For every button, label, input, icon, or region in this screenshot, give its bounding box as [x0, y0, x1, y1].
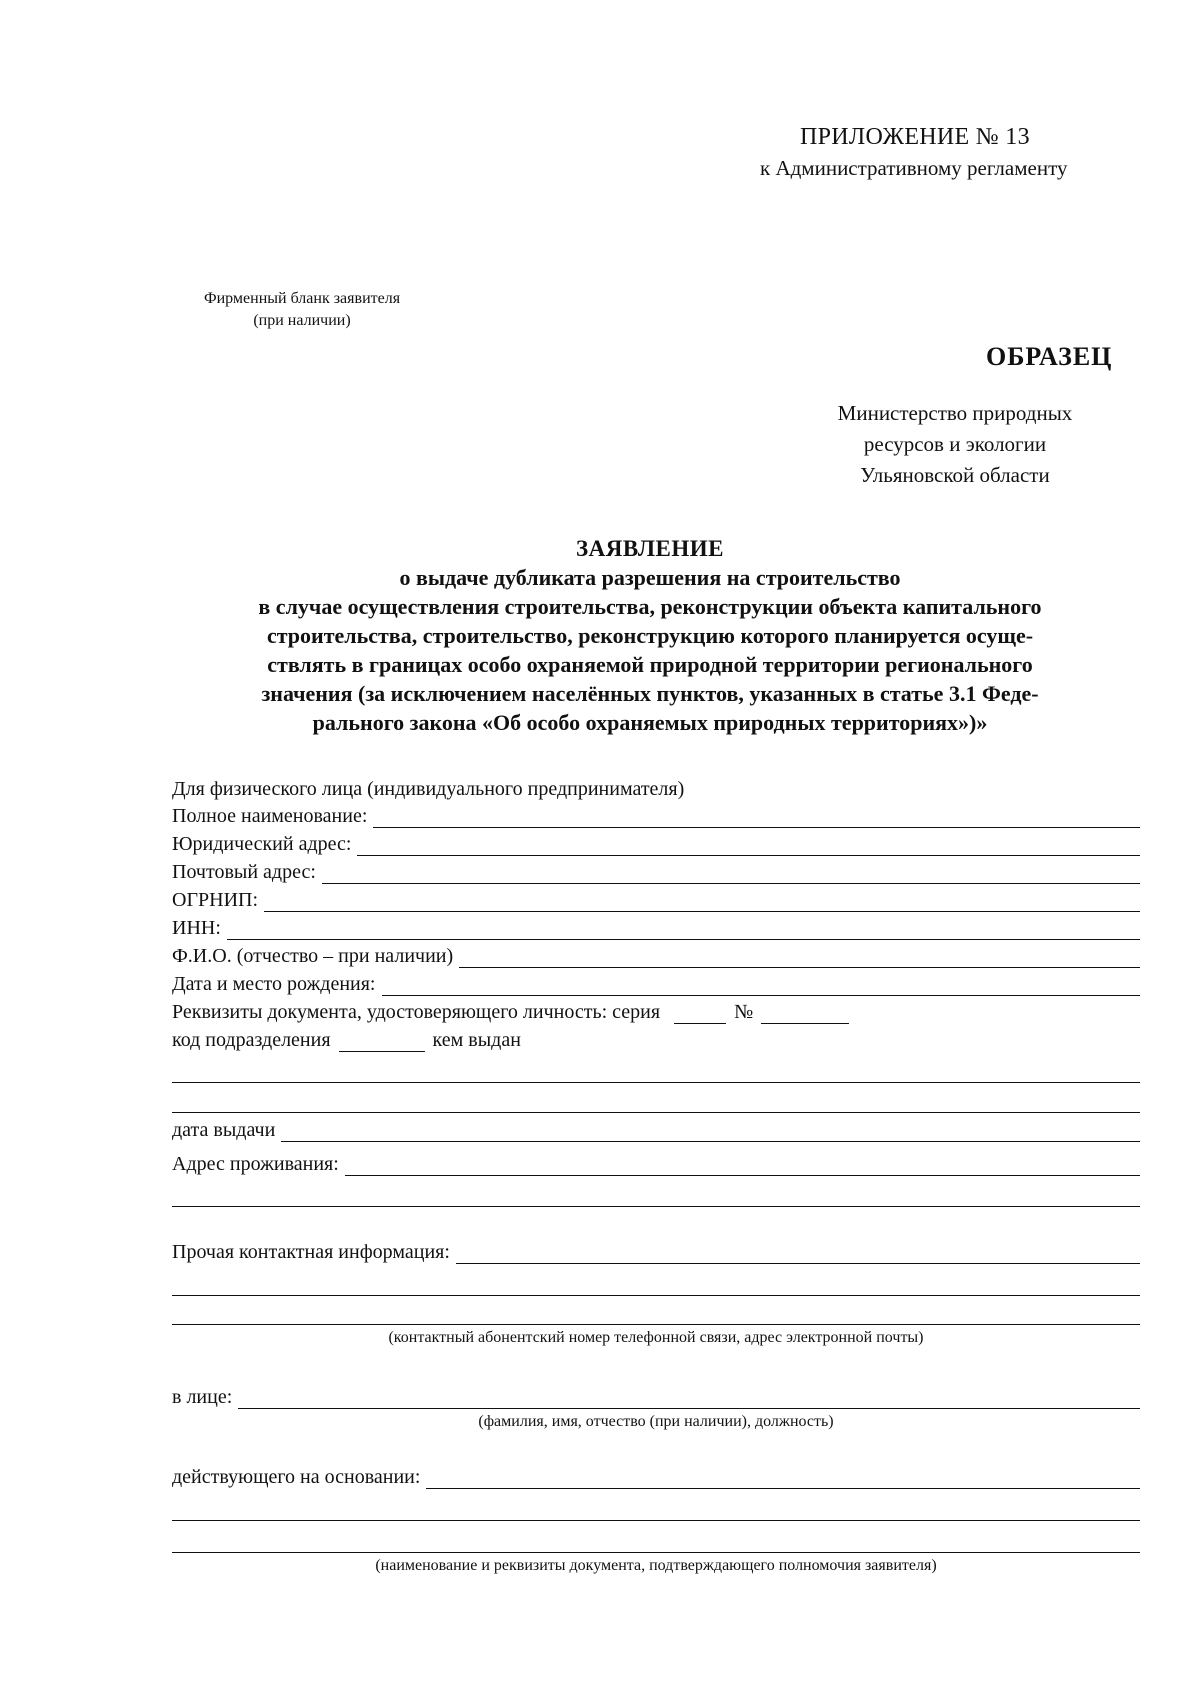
issued-by-line-1[interactable]	[172, 1082, 1140, 1083]
postal-address-line[interactable]	[322, 865, 1140, 884]
inn-field[interactable]	[172, 914, 1140, 940]
fio-label: Ф.И.О. (отчество – при наличии)	[172, 945, 454, 967]
represented-by-caption: (фамилия, имя, отчество (при наличии), должность)	[478, 1413, 834, 1430]
title-line5: значения (за исключением населённых пунктов, указанных в статье 3.1 Феде-	[261, 681, 1039, 706]
ogrnip-line[interactable]	[264, 893, 1140, 912]
dept-code-field	[172, 1026, 521, 1052]
residence-line-2[interactable]	[172, 1206, 1140, 1207]
section-heading: Для физического лица (индивидуального предпринимателя)	[172, 778, 685, 800]
birth-line[interactable]	[382, 977, 1141, 996]
legal-address-line[interactable]	[357, 837, 1140, 856]
residence-line[interactable]	[345, 1157, 1140, 1176]
id-document-label: Реквизиты документа, удостоверяющего личность: серия	[172, 1001, 661, 1023]
title-line1: о выдаче дубликата разрешения на строительство	[399, 565, 901, 590]
issue-date-line[interactable]	[281, 1123, 1140, 1142]
legal-address-field[interactable]	[172, 830, 1140, 856]
letterhead-line1: Фирменный бланк заявителя	[203, 290, 401, 307]
inn-line[interactable]	[227, 921, 1140, 940]
ogrnip-field[interactable]	[172, 886, 1140, 912]
document-title	[150, 534, 1150, 737]
title-line2: в случае осуществления строительства, реконструкции объекта капитального	[258, 594, 1042, 619]
other-contact-line-2[interactable]	[172, 1295, 1140, 1296]
issue-date-label: дата выдачи	[172, 1119, 276, 1141]
acting-basis-line-2[interactable]	[172, 1520, 1140, 1521]
id-number-line[interactable]	[761, 1005, 849, 1024]
basis-caption: (наименование и реквизиты документа, подтверждающего полномочия заявителя)	[375, 1557, 937, 1574]
title-line6: рального закона «Об особо охраняемых природных территориях»)»	[312, 710, 988, 735]
id-number-label: №	[734, 1001, 754, 1023]
title-line3: строительства, строительство, реконструкцию которого планируется осуще-	[266, 623, 1034, 648]
other-contact-line-3[interactable]	[172, 1324, 1140, 1325]
acting-basis-field[interactable]	[172, 1463, 1140, 1489]
inn-label: ИНН:	[172, 917, 221, 939]
acting-basis-label: действующего на основании:	[172, 1466, 421, 1488]
recipient-line1: Министерство природных	[837, 401, 1073, 425]
postal-address-label: Почтовый адрес:	[172, 861, 316, 883]
recipient-line2: ресурсов и экологии	[863, 432, 1047, 456]
issue-date-field[interactable]	[172, 1116, 1140, 1142]
contact-caption: (контактный абонентский номер телефонной связи, адрес электронной почты)	[388, 1329, 924, 1346]
residence-field[interactable]	[172, 1150, 1140, 1176]
acting-basis-line-3[interactable]	[172, 1552, 1140, 1553]
issued-by-label: кем выдан	[432, 1029, 521, 1051]
title-line4: ствлять в границах особо охраняемой природной территории регионального	[267, 652, 1033, 677]
id-series-line[interactable]	[674, 1005, 726, 1024]
full-name-field[interactable]	[172, 802, 1140, 828]
birth-label: Дата и место рождения:	[172, 973, 376, 995]
issued-by-line-2[interactable]	[172, 1112, 1140, 1113]
id-document-field	[172, 998, 857, 1024]
ogrnip-label: ОГРНИП:	[172, 889, 259, 911]
recipient-block	[760, 398, 1150, 491]
other-contact-field[interactable]	[172, 1238, 1140, 1264]
dept-code-line[interactable]	[339, 1033, 425, 1052]
sample-stamp: ОБРАЗЕЦ	[986, 342, 1113, 371]
letterhead-line2: (при наличии)	[253, 312, 351, 329]
acting-basis-line[interactable]	[426, 1470, 1140, 1489]
other-contact-label: Прочая контактная информация:	[172, 1241, 450, 1263]
full-name-line[interactable]	[373, 809, 1140, 828]
other-contact-line[interactable]	[456, 1245, 1140, 1264]
represented-by-field[interactable]	[172, 1383, 1140, 1409]
represented-by-line[interactable]	[238, 1390, 1140, 1409]
dept-code-label: код подразделения	[172, 1029, 331, 1051]
recipient-line3: Ульяновской области	[860, 463, 1050, 487]
residence-label: Адрес проживания:	[172, 1153, 339, 1175]
birth-field[interactable]	[172, 970, 1140, 996]
letterhead-note	[172, 288, 432, 332]
full-name-label: Полное наименование:	[172, 805, 368, 827]
represented-by-label: в лице:	[172, 1386, 233, 1408]
fio-field[interactable]	[172, 942, 1140, 968]
postal-address-field[interactable]	[172, 858, 1140, 884]
fio-line[interactable]	[459, 949, 1140, 968]
annex-title: ПРИЛОЖЕНИЕ № 13	[800, 124, 1030, 150]
title-main: ЗАЯВЛЕНИЕ	[576, 536, 724, 561]
annex-subtitle: к Административному регламенту	[760, 156, 1068, 180]
legal-address-label: Юридический адрес:	[172, 833, 352, 855]
